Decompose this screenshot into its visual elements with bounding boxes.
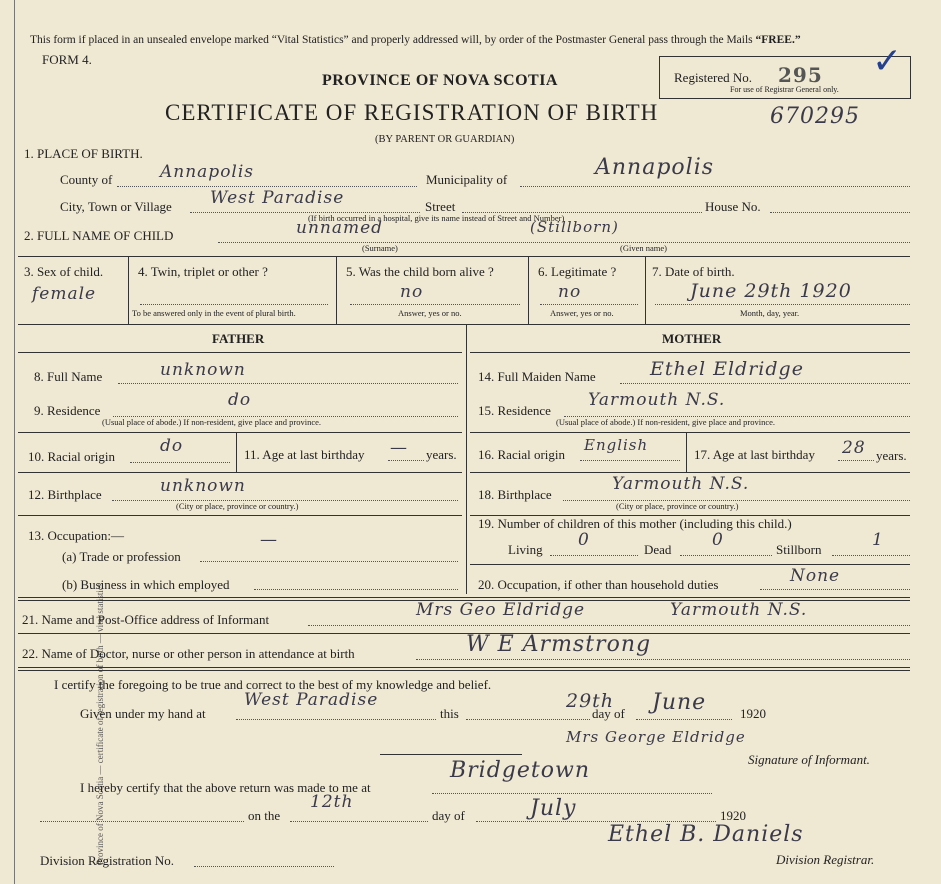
stillborn-label: Stillborn <box>776 542 822 557</box>
day-of-label: day of <box>592 706 625 721</box>
postal-notice <box>30 34 801 46</box>
alive-value: no <box>400 282 424 302</box>
municipality-value: Annapolis <box>595 155 715 180</box>
division-reg-no-line <box>194 866 334 867</box>
mother-rule <box>470 352 910 353</box>
stillborn-line <box>832 555 910 556</box>
trade-line <box>200 561 458 562</box>
father-name-label: 8. Full Name <box>34 369 103 384</box>
page-title: CERTIFICATE OF REGISTRATION OF BIRTH <box>165 100 659 125</box>
dead-line <box>680 555 772 556</box>
registrar-text: I hereby certify that the above return was made to me at <box>80 780 371 795</box>
father-heading: FATHER <box>212 331 265 346</box>
registered-note: For use of Registrar General only. <box>730 85 839 94</box>
father-rule <box>18 432 462 433</box>
signature-rule <box>380 754 522 755</box>
business-line <box>254 589 458 590</box>
county-value: Annapolis <box>160 162 255 182</box>
given-year: 1920 <box>740 706 766 721</box>
mother-rule <box>470 432 910 433</box>
row-divider <box>18 324 910 325</box>
mother-occ-line <box>760 589 910 590</box>
house-label: House No. <box>705 199 761 214</box>
form-number: FORM 4. <box>42 52 92 67</box>
living-label: Living <box>508 542 543 557</box>
registrar-day-of-label: day of <box>432 808 465 823</box>
father-res-label: 9. Residence <box>34 403 101 418</box>
mother-name-label: 14. Full Maiden Name <box>478 369 596 384</box>
mother-res: Yarmouth N.S. <box>588 390 726 410</box>
col-divider <box>528 256 529 324</box>
county-line <box>117 186 417 187</box>
given-label: Given under my hand at <box>80 706 206 721</box>
municipality-label: Municipality of <box>426 172 508 187</box>
father-res: do <box>228 390 252 410</box>
registrar-day: 12th <box>310 792 354 812</box>
doctor-value: W E Armstrong <box>466 632 652 657</box>
mother-race-line <box>580 460 680 461</box>
father-birth-label: 12. Birthplace <box>28 487 102 502</box>
given-month: June <box>652 690 707 715</box>
handwritten-number: 670295 <box>770 104 860 129</box>
child-given: (Stillborn) <box>530 218 619 236</box>
house-line <box>770 212 910 213</box>
col-divider <box>128 256 129 324</box>
mother-name-line <box>620 383 910 384</box>
margin-line <box>14 0 15 884</box>
father-cell-divider <box>236 432 237 472</box>
informant-line <box>308 625 910 626</box>
municipality-line <box>520 186 910 187</box>
father-race-label: 10. Racial origin <box>28 449 116 464</box>
col-divider <box>336 256 337 324</box>
mother-res-note: (Usual place of abode.) If non-resident, give place and province. <box>556 417 776 427</box>
mother-rule <box>470 564 910 565</box>
registered-label: Registered No. <box>674 70 752 85</box>
twin-note: To be answered only in the event of plural birth. <box>132 308 296 318</box>
dead-label: Dead <box>644 542 672 557</box>
father-rule <box>18 352 462 353</box>
trade-value: — <box>260 530 278 550</box>
alive-note: Answer, yes or no. <box>398 308 462 318</box>
stillborn-value: 1 <box>872 530 884 550</box>
given-day-line <box>466 719 590 720</box>
child-name-line <box>218 242 910 243</box>
father-race-line <box>130 462 230 463</box>
city-label: City, Town or Village <box>60 199 172 214</box>
legit-value: no <box>558 282 582 302</box>
twin-line <box>140 304 328 305</box>
legit-label: 6. Legitimate ? <box>538 264 617 279</box>
surname-caption: (Surname) <box>362 243 398 253</box>
informant-label: 21. Name and Post-Office address of Informant <box>22 612 270 627</box>
sex-value: female <box>32 284 97 304</box>
mother-birth-note: (City or place, province or country.) <box>616 501 739 511</box>
father-birth: unknown <box>160 476 246 496</box>
child-name-label: 2. FULL NAME OF CHILD <box>24 228 174 243</box>
living-value: 0 <box>578 530 590 550</box>
business-label: (b) Business in which employed <box>62 577 230 592</box>
registrar-blank-line <box>40 821 244 822</box>
dead-value: 0 <box>712 530 724 550</box>
row-divider <box>18 256 910 257</box>
father-name-line <box>118 383 458 384</box>
county-label: County of <box>60 172 113 187</box>
alive-line <box>350 304 520 305</box>
mother-occ-label: 20. Occupation, if other than household duties <box>478 577 719 592</box>
col-divider <box>645 256 646 324</box>
date-label: 7. Date of birth. <box>652 264 735 279</box>
given-place-line <box>236 719 436 720</box>
street-label: Street <box>425 199 456 214</box>
mother-occ: None <box>790 566 841 586</box>
mother-heading: MOTHER <box>662 331 722 346</box>
given-day: 29th <box>566 690 615 712</box>
registrar-place: Bridgetown <box>450 758 590 783</box>
father-age-line <box>388 460 424 461</box>
mother-race-label: 16. Racial origin <box>478 447 566 462</box>
father-age-label: 11. Age at last birthday <box>244 447 365 462</box>
registrar-month: July <box>530 796 577 821</box>
division-registrar-label: Division Registrar. <box>776 852 875 867</box>
center-divider <box>466 324 467 594</box>
hospital-note: (If birth occurred in a hospital, give its name instead of Street and Number) <box>308 213 565 223</box>
mother-cell-divider <box>686 432 687 472</box>
child-surname: unnamed <box>296 218 384 238</box>
signature-informant-label: Signature of Informant. <box>748 752 870 767</box>
informant-address: Yarmouth N.S. <box>670 600 808 620</box>
legit-note: Answer, yes or no. <box>550 308 614 318</box>
date-note: Month, day, year. <box>740 308 800 318</box>
division-reg-no-label: Division Registration No. <box>40 853 174 868</box>
city-value: West Paradise <box>210 188 345 208</box>
registrar-year: 1920 <box>720 808 746 823</box>
living-line <box>550 555 638 556</box>
mother-age-line <box>838 460 874 461</box>
given-caption: (Given name) <box>620 243 667 253</box>
mother-birth-label: 18. Birthplace <box>478 487 552 502</box>
alive-label: 5. Was the child born alive ? <box>346 264 494 279</box>
father-race: do <box>160 436 184 456</box>
sex-label: 3. Sex of child. <box>24 264 104 279</box>
father-rule <box>18 515 462 516</box>
subtitle: (BY PARENT OR GUARDIAN) <box>375 134 515 145</box>
section-rule <box>18 667 910 671</box>
father-name: unknown <box>160 360 246 380</box>
place-heading: 1. PLACE OF BIRTH. <box>24 146 143 161</box>
father-res-note: (Usual place of abode.) If non-resident, give place and province. <box>102 417 322 427</box>
mother-name: Ethel Eldridge <box>650 358 804 380</box>
on-the-label: on the <box>248 808 281 823</box>
this-label: this <box>440 706 459 721</box>
doctor-line <box>416 659 910 660</box>
father-birth-note: (City or place, province or country.) <box>176 501 299 511</box>
section-rule <box>18 633 910 634</box>
check-mark-icon: ✓ <box>872 41 903 81</box>
doctor-label: 22. Name of Doctor, nurse or other person in attendance at birth <box>22 646 355 661</box>
father-occ-label: 13. Occupation:— <box>28 528 125 543</box>
mother-age-label: 17. Age at last birthday <box>694 447 815 462</box>
mother-res-label: 15. Residence <box>478 403 551 418</box>
registrar-signature: Ethel B. Daniels <box>608 822 804 847</box>
province-heading: PROVINCE OF NOVA SCOTIA <box>322 72 558 89</box>
postal-notice-text: This form if placed in an unsealed envelope marked “Vital Statistics” and properly addressed will, by order of the Postmaster General pass through the Mails <box>30 34 753 46</box>
father-age: — <box>390 438 408 458</box>
children-label: 19. Number of children of this mother (including this child.) <box>478 516 792 531</box>
registrar-place-line <box>432 793 712 794</box>
informant-signature: Mrs George Eldridge <box>566 728 746 746</box>
date-line <box>655 304 910 305</box>
given-month-line <box>636 719 732 720</box>
registered-number: 295 <box>778 63 823 87</box>
date-value: June 29th 1920 <box>690 280 852 302</box>
free-label: “FREE.” <box>755 34 801 46</box>
given-place: West Paradise <box>244 690 379 710</box>
mother-years: years. <box>876 448 907 463</box>
side-margin-text: Province of Nova Scotia — certificate of registration of birth — vital statistics <box>95 582 105 865</box>
mother-rule <box>470 472 910 473</box>
legit-line <box>540 304 638 305</box>
mother-age: 28 <box>842 438 866 458</box>
mother-race: English <box>584 436 649 454</box>
twin-label: 4. Twin, triplet or other ? <box>138 264 268 279</box>
father-years: years. <box>426 447 457 462</box>
trade-label: (a) Trade or profession <box>62 549 181 564</box>
registrar-day-line <box>290 821 428 822</box>
informant-name: Mrs Geo Eldridge <box>416 600 586 620</box>
certify-text: I certify the foregoing to be true and correct to the best of my knowledge and belief. <box>54 677 492 692</box>
mother-birth: Yarmouth N.S. <box>612 474 750 494</box>
father-rule <box>18 472 462 473</box>
